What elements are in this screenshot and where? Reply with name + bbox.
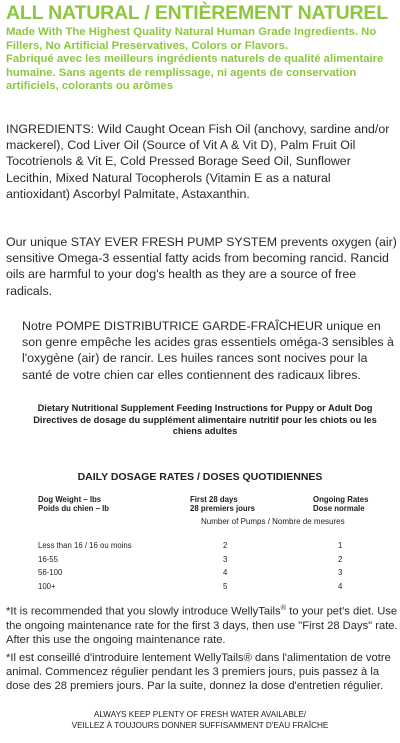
header-first-fr: 28 premiers jours — [190, 503, 256, 513]
table-row — [0, 582, 400, 596]
note-en-part2: to your pet's diet. Use the ongoing maintenance rate for the first 3 days, then use "First 28 Days" rate. After this use the ongoing maintenance rate. — [6, 605, 398, 646]
feeding-title-en: Dietary Nutritional Supplement Feeding Instructions for Puppy or Adult Dog — [37, 403, 373, 413]
row-first: 5 — [223, 581, 228, 591]
pumps-caption: Number of Pumps / Nombre de mesures — [201, 517, 345, 526]
pump-description-en: Our unique STAY EVER FRESH PUMP SYSTEM prevents oxygen (air) sensitive Omega-3 essential fatty acids from becoming rancid. Rancid oils are harmful to your dog's health as they are a source of free radicals. — [6, 235, 397, 298]
table-row — [0, 541, 400, 555]
row-weight: 100+ — [38, 581, 56, 591]
registered-mark: ® — [280, 603, 287, 612]
subheading — [6, 26, 398, 94]
table-row — [0, 555, 400, 569]
row-weight: 16-55 — [38, 554, 58, 564]
introduction-note-fr: *Il est conseillé d'introduire lentement WellyTails® dans l'alimentation de votre animal. Commencez régulier pendant les 3 premiers jours, puis passez à la dose des 28 premiers jours. Par la suite, donnez la dose d'entretien régulier. — [6, 652, 391, 692]
row-first: 4 — [223, 568, 228, 577]
ingredients-text: INGREDIENTS: Wild Caught Ocean Fish Oil (anchovy, sardine and/or mackerel), Cod Liver Oil (Source of Vit A & Vit D), Palm Fruit Oil Tocotrienols & Vit E, Cold Pressed Borage Seed Oil, Sunflower Lecithin, Mixed Natural Tocopherols (Vitamin E as a natural antioxidant) Ascorbyl Palmitate, Astaxanthin. — [6, 122, 390, 201]
header-weight-en: Dog Weight – lbs — [38, 495, 102, 504]
pump-description-fr: Notre POMPE DISTRIBUTRICE GARDE-FRAÎCHEUR unique en son genre empêche les acides gras essentiels oméga-3 sensibles à l'oxygène (air) de rancir. Les huiles rances sont nocives pour la santé de votre chien car elles contiennent des radicaux libres. — [22, 319, 394, 382]
dosage-rates-title: DAILY DOSAGE RATES / DOSES QUOTIDIENNES — [77, 471, 323, 483]
column-header-ongoing — [313, 496, 368, 513]
row-ongoing: 2 — [338, 554, 343, 564]
header-ongoing-fr: Dose normale — [313, 503, 365, 513]
water-reminder-fr: VEILLEZ À TOUJOURS DONNER SUFFISAMMENT D'EAU FRAÎCHE — [71, 720, 329, 730]
row-weight: Less than 16 / 16 ou moins — [38, 541, 132, 550]
row-first: 2 — [223, 541, 228, 550]
feeding-title-fr: Directives de dosage du supplément alimentaire nutritif pour les chiots ou les chiens adultes — [33, 414, 377, 436]
row-first: 3 — [223, 554, 228, 564]
header-first-en: First 28 days — [190, 495, 238, 504]
column-header-first-28-days — [190, 496, 255, 513]
feeding-instructions-title — [30, 403, 380, 438]
row-weight: 56-100 — [38, 568, 63, 577]
subheading-fr: Fabriqué avec les meilleurs ingrédients naturels de qualité alimentaire humaine. Sans agents de remplissage, ni agents de conservation artificiels, colorants ou arômes — [6, 53, 384, 92]
subheading-en: Made With The Highest Quality Natural Human Grade Ingredients. No Fillers, No Artificial Preservatives, Colors or Flavors. — [6, 26, 377, 52]
table-row — [0, 568, 400, 582]
header-weight-fr: Poids du chien – lb — [38, 503, 110, 513]
note-en-part1: *It is recommended that you slowly introduce WellyTails — [6, 605, 281, 618]
row-ongoing: 1 — [338, 541, 343, 550]
row-ongoing: 4 — [338, 581, 343, 591]
dosage-table — [0, 541, 400, 595]
headline: ALL NATURAL / ENTIÈREMENT NATUREL — [6, 2, 388, 24]
header-ongoing-en: Ongoing Rates — [313, 495, 369, 504]
water-reminder-en: ALWAYS KEEP PLENTY OF FRESH WATER AVAILABLE/ — [93, 710, 307, 719]
row-ongoing: 3 — [338, 568, 343, 577]
column-header-weight — [38, 496, 109, 513]
introduction-note-en — [6, 601, 398, 647]
water-reminder — [0, 710, 400, 731]
